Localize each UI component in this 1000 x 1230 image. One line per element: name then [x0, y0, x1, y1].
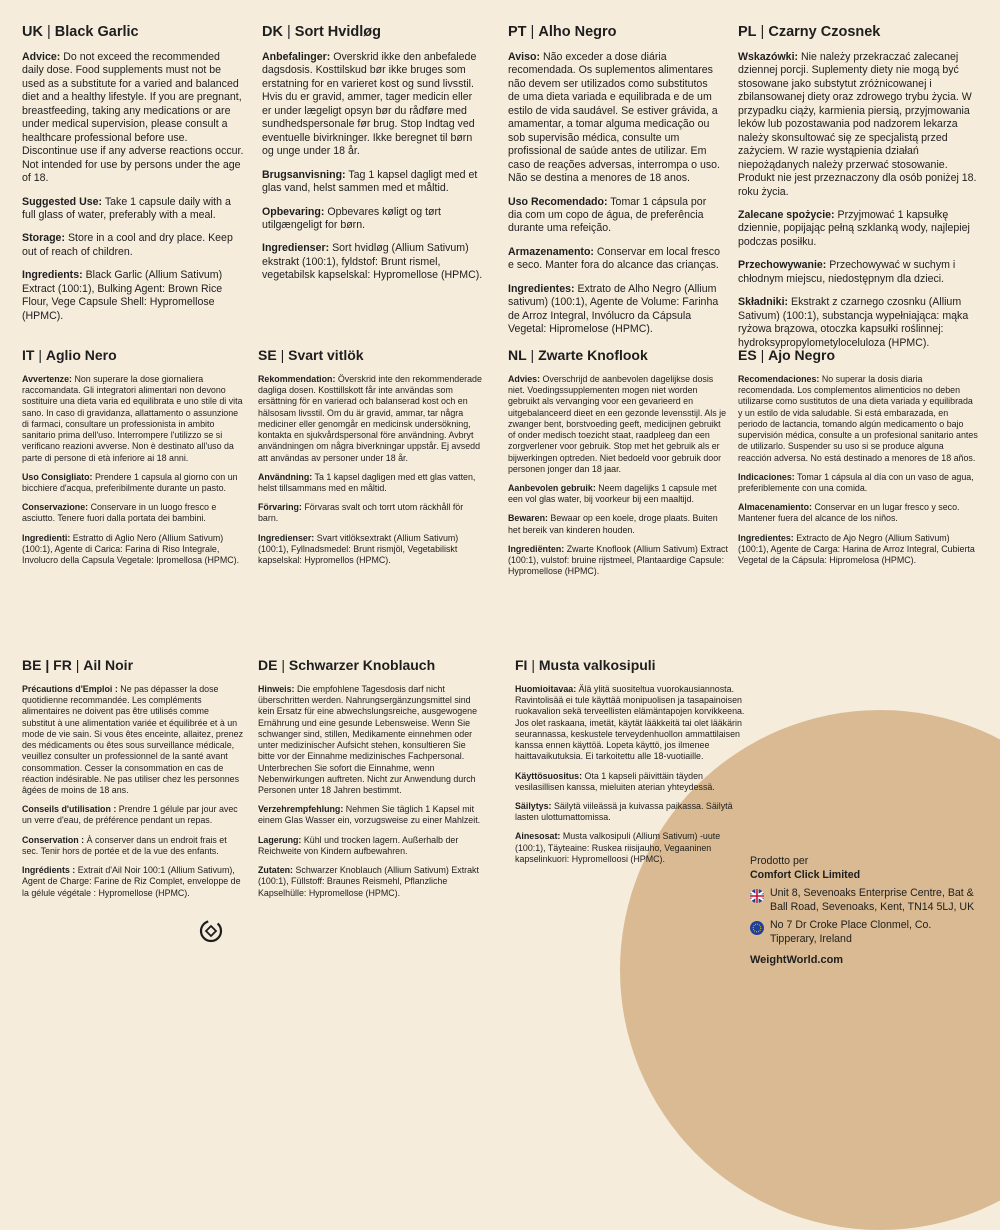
info-paragraph — [262, 242, 484, 282]
info-paragraph — [22, 232, 244, 259]
paragraph-text: Svart vitlöksextrakt (Allium Sativum) (100:1), Fyllnadsmedel: Brunt rismjöl, Vegetabiliskt kapselskal: Hypromellos (HPMC). — [258, 532, 459, 566]
paragraph-text: Extrato de Alho Negro (Allium sativum) (100:1), Agente de Volume: Farinha de Arroz Integral, Invólucro da Cápsula Vegetal: Hipromelose (HPMC). — [508, 282, 719, 336]
paragraph-label: Advice: — [22, 51, 61, 63]
paragraph-label: Storage: — [22, 232, 65, 245]
paragraph-label: Zutaten: — [258, 865, 294, 876]
paragraph-label: Conservation : — [22, 834, 85, 845]
eu-flag-icon — [750, 921, 764, 935]
paragraph-label: Wskazówki: — [738, 51, 799, 63]
section-es — [738, 347, 978, 574]
info-paragraph — [258, 533, 484, 567]
paragraph-text: Overschrijd de aanbevolen dagelijkse dosis niet. Voedingssupplementen mogen niet worden gebruikt als vervanging voor een gevarieerd en uitgebalanceerd dieet en een gezonde levensstijl. Als je zwanger bent, borstvoeding geeft, medicijnen gebruikt of onder medisch toezicht staat, raadpleeg dan een zorgverlener voor gebruik. Stop met het gebruik als er bijwerkingen optreden. Niet bedoeld voor gebruik door personen jonger dan 18 jaar. — [508, 374, 727, 474]
product-name: Aglio Nero — [45, 347, 117, 363]
paragraph-text: Extracto de Ajo Negro (Allium Sativum) (100:1), Agente de Carga: Harina de Arroz Integral, Cubierta Vegetal de la Cápsula: Hipromelosa (HPMC). — [738, 532, 975, 566]
paragraph-label: Hinweis: — [258, 684, 295, 694]
paragraph-text: Ekstrakt z czarnego czosnku (Allium Sativum) (100:1), substancja wypełniająca: mąka ryżowa brązowa, otoczka kapsułki roślinnej: hydroksypropylometyloceluloza (HPMC). — [738, 296, 969, 349]
info-paragraph — [258, 804, 484, 826]
country-code: PT — [508, 24, 527, 40]
paragraph-text: Store in a cool and dry place. Keep out of reach of children. — [22, 232, 233, 258]
paragraph-text: Prendre 1 gélule par jour avec un verre d'eau, de préférence pendant un repas. — [22, 804, 238, 826]
paragraph-label: Ainesosat: — [515, 831, 561, 842]
product-name: Zwarte Knoflook — [538, 347, 648, 363]
product-name: Black Garlic — [54, 24, 139, 40]
title-separator: | — [756, 24, 769, 40]
paragraph-text: Non superare la dose giornaliera raccomandata. Gli integratori alimentari non devono sostituire una dieta varia ed equilibrata e uno stile di vita sano. In caso di gravidanza, allattamento o assunzione di farmaci, consultare un professionista in ambito sanitario prima dell'uso. Interrompere l'utilizzo se si verificano reazioni avverse. Non è destinato all'uso da parte di persone di età inferiore ai 18 anni. — [22, 374, 243, 463]
title-separator: | — [42, 24, 55, 40]
country-code: NL — [508, 347, 527, 363]
title-separator: | — [71, 657, 84, 673]
product-name: Sort Hvidløg — [294, 24, 381, 40]
section-de — [258, 657, 484, 907]
paragraph-label: Armazenamento: — [508, 245, 594, 258]
section-title — [22, 657, 244, 673]
paragraph-label: Uso Consigliato: — [22, 471, 93, 482]
info-paragraph — [22, 684, 244, 796]
info-paragraph — [258, 374, 484, 464]
paragraph-label: Précautions d'Emploi : — [22, 684, 118, 694]
title-separator: | — [282, 24, 295, 40]
section-nl — [508, 347, 730, 586]
paragraph-text: Tag 1 kapsel dagligt med et glas vand, helst sammen med et måltid. — [262, 168, 478, 195]
paragraph-label: Zalecane spożycie: — [738, 208, 835, 221]
paragraph-text: Black Garlic (Allium Sativum) Extract (100:1), Bulking Agent: Brown Rice Flour, Vege Capsule Shell: Hypromellose (HPMC). — [22, 269, 223, 322]
paragraph-label: Rekommendation: — [258, 374, 336, 384]
uk-address: Unit 8, Sevenoaks Enterprise Centre, Bat & Ball Road, Sevenoaks, Kent, TN14 5LJ, UK — [770, 887, 975, 913]
info-paragraph — [738, 51, 978, 199]
paragraph-label: Ingredienser: — [262, 242, 330, 255]
paragraph-label: Ingredienser: — [258, 532, 315, 543]
paragraph-text: Przyjmować 1 kapsułkę dziennie, popijając pełną szklanką wody, najlepiej podczas posiłku. — [738, 208, 970, 248]
section-dk — [262, 24, 484, 293]
section-title — [258, 657, 484, 673]
title-separator: | — [277, 657, 289, 673]
paragraph-text: Bewaar op een koele, droge plaats. Buiten het bereik van kinderen houden. — [508, 513, 718, 535]
paragraph-label: Almacenamiento: — [738, 502, 812, 513]
info-paragraph — [262, 169, 484, 196]
title-separator: | — [526, 24, 539, 40]
paragraph-text: Opbevares køligt og tørt utilgængeligt for børn. — [262, 205, 441, 231]
info-paragraph — [262, 206, 484, 233]
country-code: ES — [738, 347, 757, 363]
paragraph-text: Conservar em local fresco e seco. Manter fora do alcance das crianças. — [508, 245, 720, 272]
paragraph-label: Ingredientes: — [508, 282, 575, 295]
country-code: SE — [258, 347, 277, 363]
paragraph-text: Conservar en un lugar fresco y seco. Mantener fuera del alcance de los niños. — [738, 502, 960, 524]
paragraph-text: Conservare in un luogo fresco e asciutto. Tenere fuori dalla portata dei bambini. — [22, 502, 217, 524]
title-separator: | — [526, 347, 539, 363]
info-paragraph — [258, 684, 484, 796]
paragraph-text: Przechowywać w suchym i chłodnym miejscu, niedostępnym dla dzieci. — [738, 259, 956, 285]
info-paragraph — [738, 259, 978, 286]
paragraph-label: Användning: — [258, 471, 313, 482]
paragraph-text: Älä ylitä suositeltua vuorokausiannosta. Ravintolisää ei tule käyttää monipuolisen ja tasapainoisen ruokavalion sekä terveellisten elämäntapojen korvikkeena. Jos olet raskaana, imetät, käytät lääkkeitä tai olet lääkärin seurannassa, keskustele terveydenhuollon ammattilaisen kanssa ennen käyttöä. Lopeta käyttö, jos ilmenee haittavaikutuksia. Ei tarkoitettu alle 18-vuotiaille. — [515, 684, 745, 762]
section-se — [258, 347, 484, 574]
paragraph-text: Musta valkosipuli (Allium Sativum) -uute (100:1), Täyteaine: Ruskea riisijauho, Vegaaninen kapselinkuori: Hypromelloosi (HPMC). — [515, 831, 721, 864]
paragraph-text: Overskrid ikke den anbefalede dagsdosis. Kosttilskud bør ikke bruges som erstatning for en varieret kost og sund livsstil. Hvis du er gravid, ammer, tager medicin eller er under lægeligt opsyn bør du rådføre med sundhedspersonale før brug. Stop Indtag ved eventuelle bivirkninger. Ikke beregnet til børn og unge under 18 år. — [262, 51, 477, 158]
paragraph-text: Nehmen Sie täglich 1 Kapsel mit einem Glas Wasser ein, vorzugsweise zu einer Mahlzeit. — [258, 804, 481, 826]
section-title — [508, 24, 722, 40]
website-link[interactable]: WeightWorld.com — [750, 954, 844, 967]
product-name: Alho Negro — [538, 24, 617, 40]
company-name: Comfort Click Limited — [750, 868, 861, 881]
produced-for-label: Prodotto per — [750, 855, 809, 867]
section-pl — [738, 24, 978, 360]
paragraph-label: Składniki: — [738, 296, 789, 309]
section-title — [508, 347, 730, 363]
paragraph-text: Förvaras svalt och torrt utom räckhåll för barn. — [258, 502, 464, 524]
country-code: DK — [262, 24, 283, 40]
recycle-logo-icon — [198, 918, 224, 944]
section-fi — [515, 657, 747, 873]
section-pt — [508, 24, 722, 347]
paragraph-text: Take 1 capsule daily with a full glass of water, preferably with a meal. — [22, 195, 231, 221]
eu-address: No 7 Dr Croke Place Clonmel, Co. Tipperary, Ireland — [770, 919, 932, 945]
info-paragraph — [515, 771, 747, 793]
info-paragraph — [738, 209, 978, 249]
product-name: Svart vitlök — [288, 347, 364, 363]
paragraph-text: Nie należy przekraczać zalecanej dziennej porcji. Suplementy diety nie mogą być stosowane jako substytut zróżnicowanej i zbilansowanej diety oraz zdrowego trybu życia. W przypadku ciąży, karmienia piersią, przyjmowania leków lub pozostawania pod nadzorem lekarza należy skonsultować się ze specjalistą przed zażyciem. W razie wystąpienia działań niepożądanych należy przerwać stosowanie. Produkt nie jest przeznaczony dla osób poniżej 18. roku życia. — [738, 51, 977, 198]
product-name: Schwarzer Knoblauch — [288, 657, 436, 673]
paragraph-label: Uso Recomendado: — [508, 195, 608, 208]
paragraph-label: Käyttösuositus: — [515, 770, 583, 781]
manufacturer-info — [750, 855, 980, 967]
paragraph-label: Indicaciones: — [738, 471, 795, 482]
eu-address-row — [750, 919, 980, 946]
paragraph-label: Recomendaciones: — [738, 374, 820, 384]
paragraph-label: Advies: — [508, 374, 541, 384]
section-title — [738, 24, 978, 40]
info-paragraph — [508, 374, 730, 475]
paragraph-text: Ne pas dépasser la dose quotidienne recommandée. Les compléments alimentaires ne doivent pas être utilisés comme substitut à une alimentation variée et équilibrée et à un mode de vie sain. Si vous êtes enceinte, allaitez, prenez des médicaments ou êtes sous surveillance médicale, veuillez consulter un professionnel de la santé avant consommation. Cesser la consommation en cas de réaction indésirable. Ne pas utiliser chez les personnes âgées de moins de 18 ans. — [22, 684, 244, 795]
info-paragraph — [508, 196, 722, 236]
info-paragraph — [22, 533, 246, 567]
paragraph-text: Não exceder a dose diária recomendada. Os suplementos alimentares não devem ser utilizados como substitutos de uma dieta variada e equilibrada e de um estilo de vida saudável. Se estiver grávida, a amamentar, a tomar alguma medicação ou sob supervisão médica, consulte um profissional de saúde antes de utilizar. Em caso de reações adversas, interrompa o uso. Não se destina a menores de 18 anos. — [508, 51, 720, 185]
paragraph-label: Aviso: — [508, 51, 540, 63]
country-code: UK — [22, 24, 43, 40]
paragraph-text: Do not exceed the recommended daily dose. Food supplements must not be used as a substitute for a varied and balanced diet and a healthy lifestyle. If you are pregnant, breastfeeding, taking any medications or are under medical supervision, please consult a healthcare professional before use. Discontinue use if any adverse reactions occur. Not intended for use by persons under the age of 18. — [22, 51, 244, 185]
info-paragraph — [22, 835, 244, 857]
country-code: PL — [738, 24, 757, 40]
paragraph-text: Tomar 1 cápsula al día con un vaso de agua, preferiblemente con una comida. — [738, 471, 974, 493]
info-paragraph — [22, 374, 246, 464]
paragraph-label: Conservazione: — [22, 502, 89, 513]
section-it — [22, 347, 246, 574]
info-paragraph — [738, 296, 978, 350]
paragraph-text: Schwarzer Knoblauch (Allium Sativum) Extrakt (100:1), Füllstoff: Braunes Reismehl, Pflanzliche Kapselhülle: Hypromellose (HPMC). — [258, 865, 479, 898]
paragraph-label: Ingredients: — [22, 269, 83, 282]
section-title — [22, 24, 244, 40]
info-paragraph — [258, 472, 484, 494]
country-code: FI — [515, 657, 528, 673]
info-paragraph — [22, 804, 244, 826]
info-paragraph — [22, 51, 244, 186]
info-paragraph — [262, 51, 484, 159]
info-paragraph — [515, 801, 747, 823]
paragraph-text: Överskrid inte den rekommenderade dagliga dosen. Kosttillskott får inte användas som ersättning för en varierad och balanserad kost och en hälsosam livsstil. Om du är gravid, ammar, tar några mediciner eller genomgår en medicinsk undersökning, kontakta en sjukvårdspersonal före användning. Avbryt användningen om några biverkningar uppstår. Ej avsedd att användas av personer under 18 år. — [258, 374, 482, 463]
paragraph-label: Opbevaring: — [262, 205, 325, 218]
paragraph-text: Sort hvidløg (Allium Sativum) ekstrakt (100:1), fyldstof: Brunt rismel, vegetabilsk kapselskal: Hypromellose (HPMC). — [262, 242, 483, 282]
info-paragraph — [22, 269, 244, 323]
title-separator: | — [527, 657, 539, 673]
title-separator: | — [34, 347, 46, 363]
paragraph-text: Estratto di Aglio Nero (Allium Sativum) (100:1), Agente di Carica: Farina di Riso Integrale, Involucro della Capsula Vegetale: Ipromellosa (HPMC). — [22, 532, 240, 566]
paragraph-text: Prendere 1 capsula al giorno con un bicchiere d'acqua, preferibilmente durante un pasto. — [22, 471, 238, 493]
section-title — [515, 657, 747, 673]
paragraph-label: Aanbevolen gebruik: — [508, 482, 596, 493]
paragraph-text: Zwarte Knoflook (Allium Sativum) Extract (100:1), vulstof: bruine rijstmeel, Plantaardige Capsule: Hypromellose (HPMC). — [508, 543, 728, 577]
paragraph-label: Huomioitavaa: — [515, 684, 577, 694]
paragraph-label: Avvertenze: — [22, 374, 72, 384]
info-paragraph — [258, 835, 484, 857]
paragraph-label: Verzehrempfehlung: — [258, 804, 344, 815]
paragraph-label: Förvaring: — [258, 502, 302, 513]
info-paragraph — [22, 472, 246, 494]
paragraph-text: Neem dagelijks 1 capsule met een vol glas water, bij voorkeur bij een maaltijd. — [508, 482, 717, 505]
section-be-fr — [22, 657, 244, 907]
uk-flag-icon — [750, 889, 764, 903]
paragraph-label: Przechowywanie: — [738, 259, 827, 272]
section-title — [22, 347, 246, 363]
section-title — [258, 347, 484, 363]
paragraph-label: Ingrédients : — [22, 865, 76, 876]
section-uk — [22, 24, 244, 333]
product-name: Ail Noir — [83, 657, 134, 673]
info-paragraph — [22, 502, 246, 524]
info-paragraph — [515, 684, 747, 763]
info-paragraph — [258, 502, 484, 524]
info-paragraph — [738, 533, 978, 567]
paragraph-label: Ingredientes: — [738, 532, 794, 543]
title-separator: | — [276, 347, 289, 363]
paragraph-text: Kühl und trocken lagern. Außerhalb der Reichweite von Kindern aufbewahren. — [258, 834, 459, 856]
paragraph-label: Säilytys: — [515, 800, 552, 811]
paragraph-label: Ingrediënten: — [508, 543, 565, 554]
paragraph-text: No superar la dosis diaria recomendada. Los complementos alimenticios no deben utilizarse como sustitutos de una dieta variada y equilibrada y un estilo de vida saludable. Si está embarazada, en periodo de lactancia, tomando algún medicamento o bajo supervisión médica, consulte a un profesional sanitario antes de utilizarlo. Suspender su uso si se produce alguna reacción adversa. No está destinado a menores de 18 años. — [738, 374, 978, 463]
info-paragraph — [738, 502, 978, 524]
title-separator: | — [756, 347, 769, 363]
info-paragraph — [508, 246, 722, 273]
product-name: Ajo Negro — [768, 347, 835, 363]
paragraph-text: À conserver dans un endroit frais et sec. Tenir hors de portée et de la vue des enfants. — [22, 834, 227, 856]
paragraph-label: Ingredienti: — [22, 532, 71, 543]
info-paragraph — [508, 544, 730, 578]
uk-address-row — [750, 887, 980, 914]
country-code: BE | FR — [22, 657, 72, 673]
product-name: Musta valkosipuli — [538, 657, 656, 673]
section-title — [738, 347, 978, 363]
info-paragraph — [508, 513, 730, 535]
section-title — [262, 24, 484, 40]
info-paragraph — [22, 196, 244, 223]
paragraph-text: Extrait d'Ail Noir 100:1 (Allium Sativum), Agent de Charge: Farine de Riz Complet, enveloppe de la gélule végétale : Hypromellose (HPMC). — [22, 865, 241, 898]
paragraph-text: Ota 1 kapseli päivittäin täyden vesilasillisen kanssa, mieluiten aterian yhteydessä. — [515, 770, 715, 792]
paragraph-label: Lagerung: — [258, 834, 302, 845]
info-paragraph — [258, 865, 484, 899]
info-paragraph — [22, 865, 244, 899]
info-paragraph — [508, 483, 730, 505]
country-code: IT — [22, 347, 35, 363]
info-paragraph — [508, 51, 722, 186]
paragraph-text: Die empfohlene Tagesdosis darf nicht überschritten werden. Nahrungsergänzungsmittel sind kein Ersatz für eine abwechslungsreiche, ausgewogene Ernährung und eine gesunde Lebensweise. Wenn Sie schwanger sind, stillen, Medikamente einnehmen oder unter medizinischer Aufsicht stehen, konsultieren Sie bitte vor der Einnahme medizinisches Fachpersonal. Unterbrechen Sie sofort die Einnahme, wenn Nebenwirkungen auftreten. Nicht zur Anwendung durch Personen unter 18 Jahren bestimmt. — [258, 684, 478, 795]
product-name: Czarny Czosnek — [768, 24, 881, 40]
info-paragraph — [515, 831, 747, 865]
paragraph-label: Anbefalinger: — [262, 51, 331, 63]
info-paragraph — [738, 374, 978, 464]
paragraph-text: Ta 1 kapsel dagligen med ett glas vatten, helst tillsammans med en måltid. — [258, 471, 476, 493]
paragraph-label: Suggested Use: — [22, 195, 103, 208]
paragraph-label: Bewaren: — [508, 513, 548, 524]
paragraph-label: Brugsanvisning: — [262, 168, 346, 181]
paragraph-text: Säilytä viileässä ja kuivassa paikassa. Säilytä lasten ulottumattomissa. — [515, 800, 733, 823]
paragraph-label: Conseils d'utilisation : — [22, 804, 117, 815]
paragraph-text: Tomar 1 cápsula por dia com um copo de água, de preferência durante uma refeição. — [508, 195, 707, 235]
info-paragraph — [738, 472, 978, 494]
info-paragraph — [508, 283, 722, 337]
country-code: DE — [258, 657, 278, 673]
